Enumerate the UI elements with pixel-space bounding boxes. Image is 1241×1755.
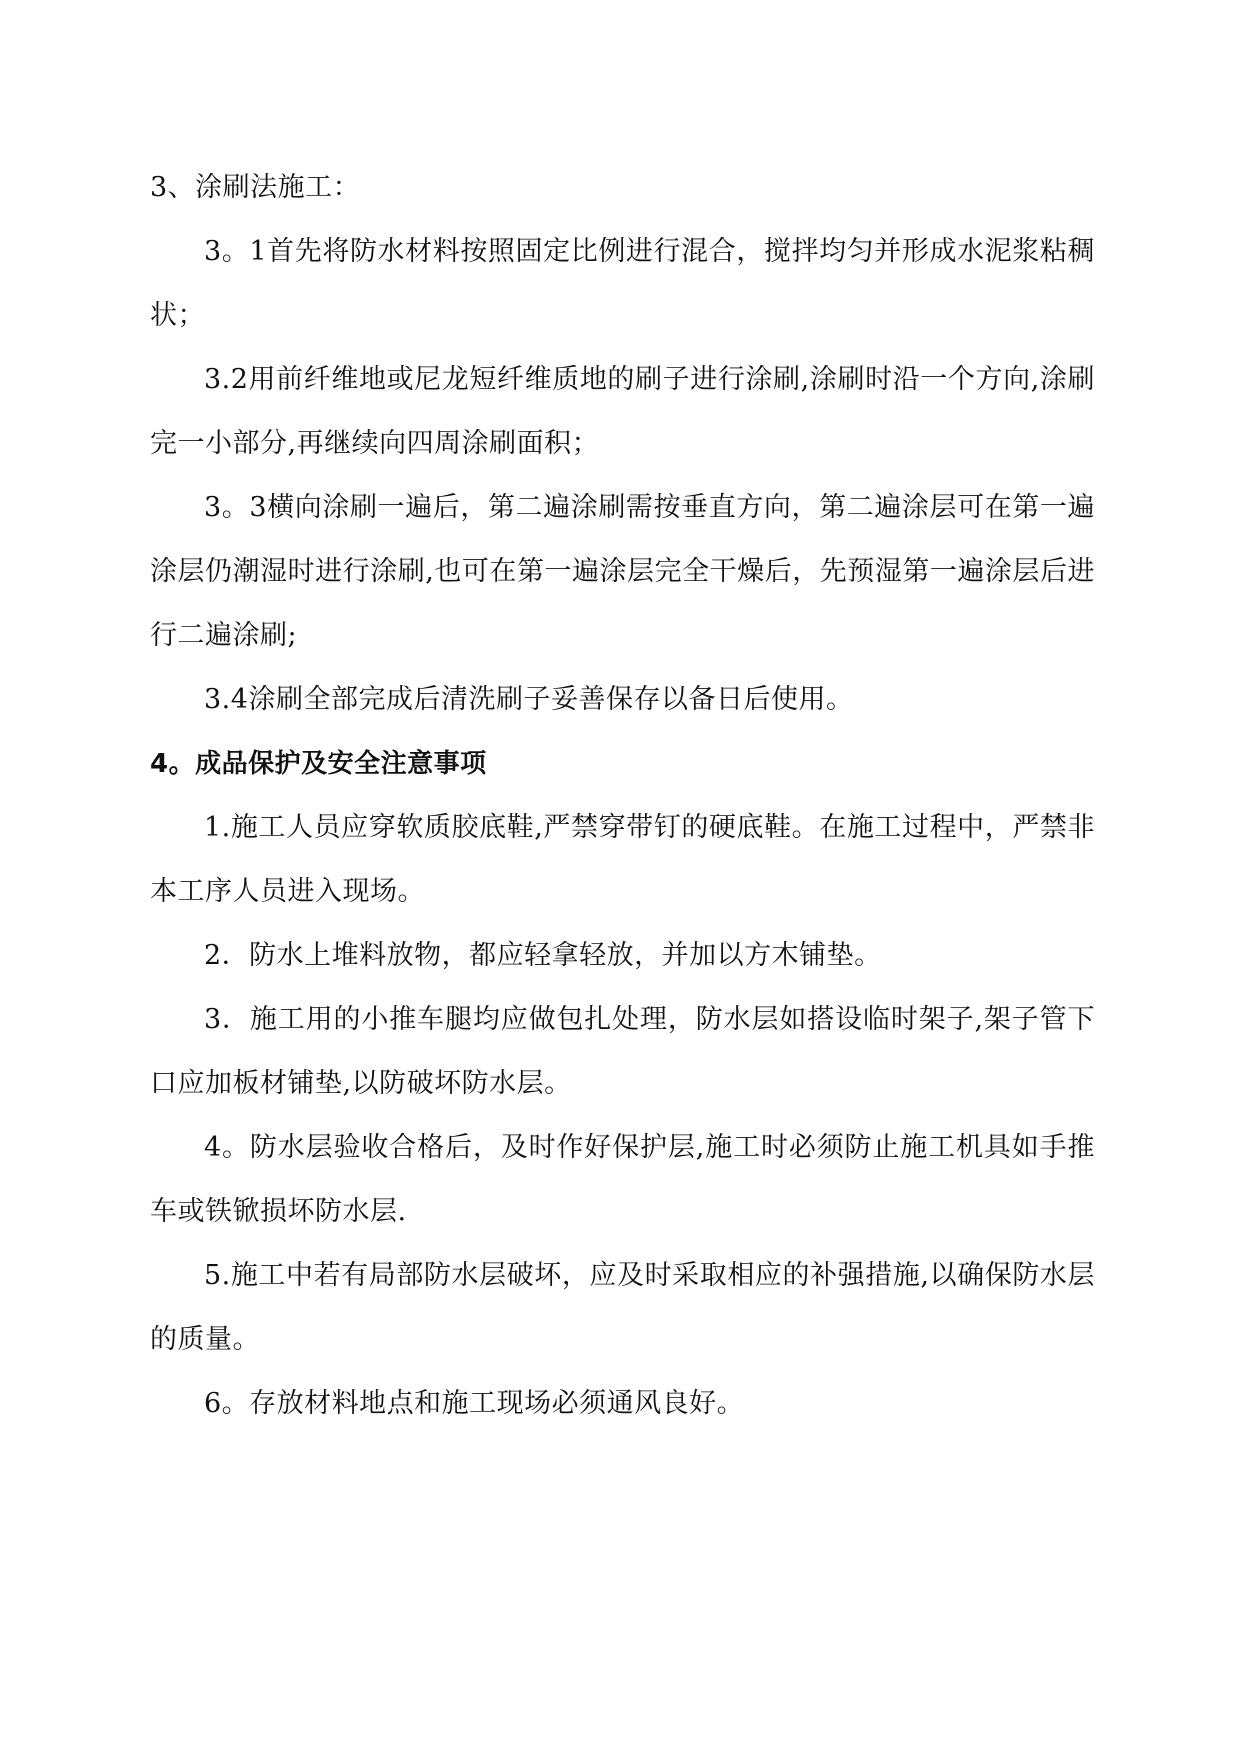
document-body	[150, 156, 1095, 1436]
paragraph-4-4: 4。防水层验收合格后，及时作好保护层,施工时必须防止施工机具如手推车或铁锨损坏防水层.	[150, 1132, 1095, 1227]
paragraph-3-3: 3。3横向涂刷一遍后，第二遍涂刷需按垂直方向，第二遍涂层可在第一遍涂层仍潮湿时进行涂刷,也可在第一遍涂层完全干燥后，先预湿第一遍涂层后进行二遍涂刷;	[150, 492, 1095, 651]
paragraph-3-1: 3。1首先将防水材料按照固定比例进行混合，搅拌均匀并形成水泥浆粘稠状；	[150, 236, 1095, 331]
paragraph-4-5: 5.施工中若有局部防水层破坏，应及时采取相应的补强措施,以确保防水层的质量。	[150, 1260, 1095, 1355]
paragraph-4-6: 6。存放材料地点和施工现场必须通风良好。	[204, 1388, 745, 1419]
section-heading-4: 4。成品保护及安全注意事项	[150, 749, 487, 779]
paragraph-4-1: 1.施工人员应穿软质胶底鞋,严禁穿带钉的硬底鞋。在施工过程中，严禁非本工序人员进入现场。	[150, 812, 1095, 907]
paragraph-3-4: 3.4涂刷全部完成后清洗刷子妥善保存以备日后使用。	[204, 684, 854, 715]
paragraph-3-2: 3.2用前纤维地或尼龙短纤维质地的刷子进行涂刷,涂刷时沿一个方向,涂刷完一小部分,再继续向四周涂刷面积；	[150, 364, 1095, 459]
paragraph-4-3: 3．施工用的小推车腿均应做包扎处理，防水层如搭设临时架子,架子管下口应加板材铺垫,以防破坏防水层。	[150, 1004, 1095, 1099]
section-heading-3: 3、涂刷法施工：	[150, 172, 361, 203]
paragraph-4-2: 2．防水上堆料放物，都应轻拿轻放，并加以方木铺垫。	[204, 940, 882, 971]
